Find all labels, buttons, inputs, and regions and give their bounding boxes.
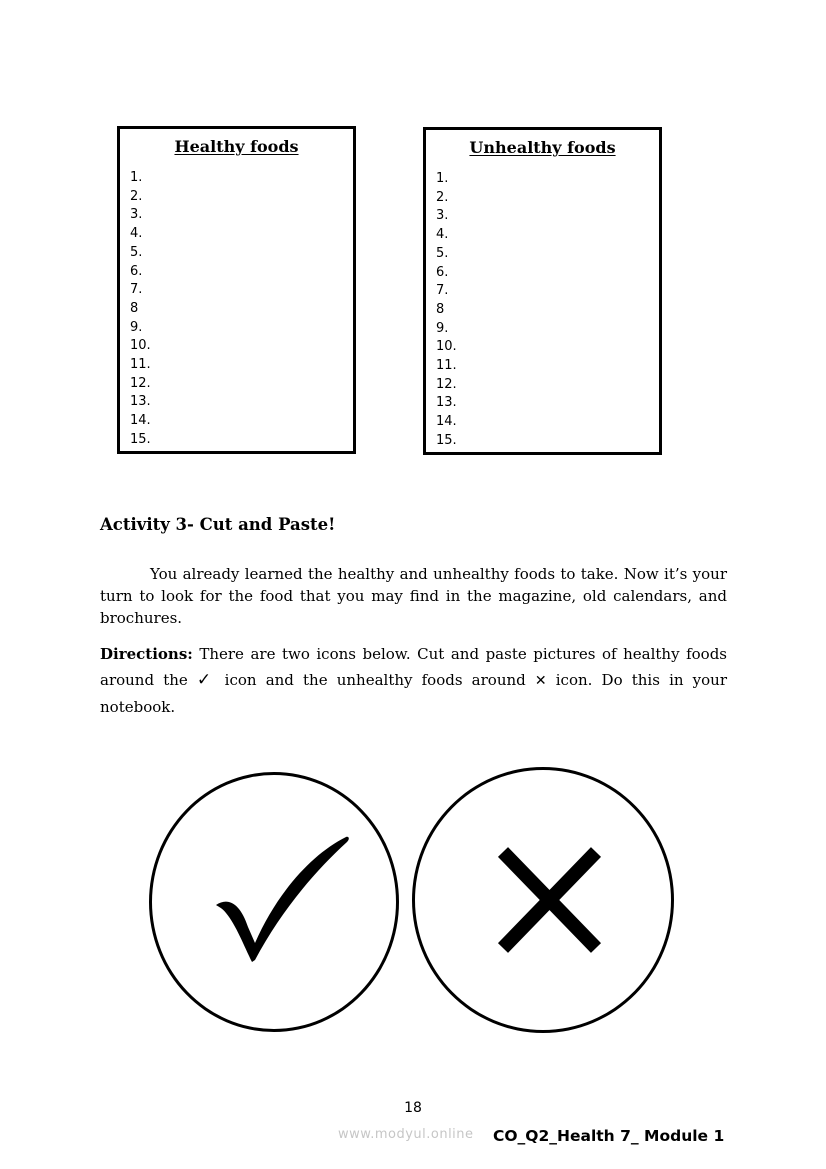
list-item: 6. bbox=[130, 263, 143, 279]
unhealthy-foods-title: Unhealthy foods bbox=[469, 138, 616, 157]
list-item: 10. bbox=[436, 339, 457, 355]
list-item: 11. bbox=[130, 357, 151, 373]
healthy-foods-title: Healthy foods bbox=[174, 137, 299, 156]
list-item: 10. bbox=[130, 338, 151, 354]
x-icon bbox=[415, 770, 671, 1030]
list-item: 1. bbox=[436, 171, 449, 186]
list-item: 8 bbox=[130, 300, 139, 316]
list-item: 12. bbox=[436, 376, 457, 392]
list-item: 14. bbox=[130, 413, 151, 429]
list-item: 6. bbox=[436, 264, 449, 280]
list-item: 9. bbox=[436, 320, 449, 336]
unhealthy-foods-box bbox=[423, 127, 662, 455]
list-item: 13. bbox=[436, 395, 457, 411]
list-item: 12. bbox=[130, 375, 151, 391]
list-item: 5. bbox=[436, 245, 449, 261]
inline-x-icon: ✕ bbox=[534, 673, 547, 689]
directions-text-1: There are two icons below. Cut and paste pictures of healthy foods around the bbox=[100, 645, 727, 689]
activity-heading: Activity 3- Cut and Paste! bbox=[100, 515, 336, 534]
list-item: 15. bbox=[130, 431, 151, 447]
list-item: 14. bbox=[436, 414, 457, 430]
healthy-circle bbox=[149, 772, 399, 1032]
list-item: 2. bbox=[436, 189, 449, 205]
activity-directions bbox=[100, 641, 727, 720]
list-item: 8 bbox=[436, 301, 445, 317]
list-item: 5. bbox=[130, 244, 143, 260]
list-item: 2. bbox=[130, 188, 143, 204]
list-item: 3. bbox=[436, 208, 449, 224]
page-number: 18 bbox=[404, 1100, 422, 1116]
module-code: CO_Q2_Health 7_ Module 1 bbox=[493, 1127, 725, 1145]
directions-label: Directions: bbox=[100, 645, 193, 663]
list-item: 9. bbox=[130, 319, 143, 335]
list-item: 1. bbox=[130, 170, 143, 185]
list-item: 11. bbox=[436, 358, 457, 374]
list-item: 4. bbox=[130, 226, 143, 242]
unhealthy-foods-list bbox=[436, 170, 457, 451]
healthy-foods-box bbox=[117, 126, 356, 454]
watermark: www.modyul.online bbox=[338, 1127, 474, 1142]
list-item: 7. bbox=[130, 282, 143, 298]
list-item: 15. bbox=[436, 432, 457, 448]
directions-text-2: icon and the unhealthy foods around bbox=[215, 671, 535, 689]
unhealthy-circle bbox=[412, 767, 674, 1033]
list-item: 13. bbox=[130, 394, 151, 410]
activity-intro: You already learned the healthy and unhealthy foods to take. Now it’s your turn to look for the food that you may find in the magazine, old calendars, and brochures. bbox=[100, 565, 727, 627]
directions-text-3: icon. Do this in your notebook. bbox=[100, 671, 727, 716]
healthy-foods-list bbox=[130, 169, 151, 450]
list-item: 3. bbox=[130, 207, 143, 223]
inline-check-icon: ✓ bbox=[196, 670, 216, 690]
list-item: 7. bbox=[436, 283, 449, 299]
check-icon bbox=[152, 775, 396, 1029]
list-item: 4. bbox=[436, 227, 449, 243]
